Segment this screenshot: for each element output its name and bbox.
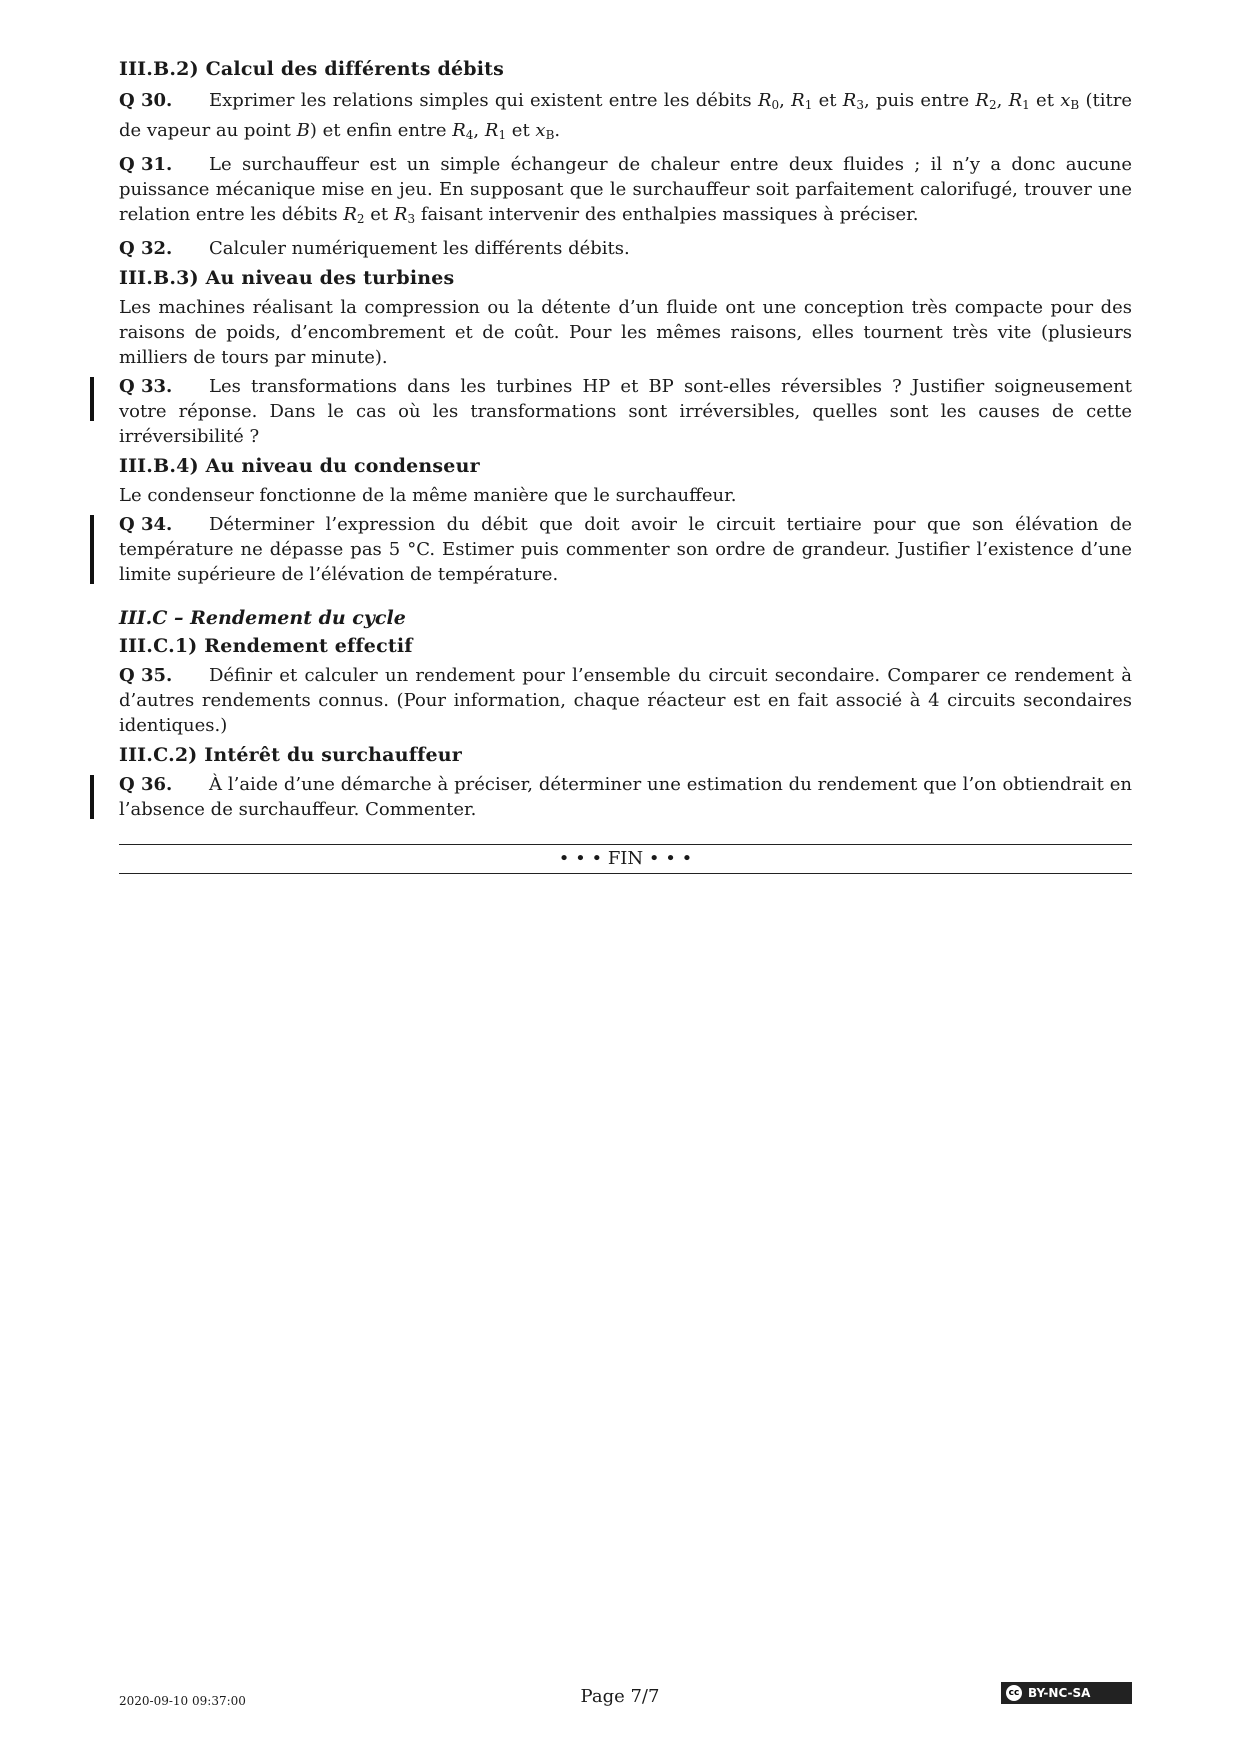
section-title-c2: III.C.2) Intérêt du surchauffeur bbox=[119, 744, 462, 766]
question-36: Q 36. À l’aide d’une démarche à préciser, déterminer une estimation du rendement que l’on obtiendrait en l’absence de surchauffeur. Commenter. bbox=[119, 772, 1132, 822]
revision-bar bbox=[90, 377, 94, 421]
page-number: Page 7/7 bbox=[580, 1686, 660, 1707]
section-title-c: III.C – Rendement du cycle bbox=[119, 607, 406, 629]
license-text: BY-NC-SA bbox=[1028, 1686, 1091, 1700]
cc-icon: cc bbox=[1006, 1685, 1022, 1701]
question-label: Q 32. bbox=[119, 238, 173, 259]
license-badge bbox=[1001, 1682, 1132, 1704]
section-title-b3: III.B.3) Au niveau des turbines bbox=[119, 267, 455, 289]
question-label: Q 34. bbox=[119, 514, 173, 535]
question-label: Q 31. bbox=[119, 154, 173, 175]
section-title-c1: III.C.1) Rendement effectif bbox=[119, 635, 413, 657]
section-intro-b3: Les machines réalisant la compression ou la détente d’un fluide ont une conception très compacte pour des raisons de poids, d’encombrement et de coût. Pour les mêmes raisons, elles tournent très vite (plusieurs milliers de tours par minute). bbox=[119, 297, 1132, 368]
question-31: Q 31. Le surchauffeur est un simple échangeur de chaleur entre deux fluides ; il n’y a donc aucune puissance mécanique mise en jeu. En supposant que le surchauffeur soit parfaitement calorifugé, trouver une relation entre les débits $R_2$ et $R_3$ faisant intervenir des enthalpies massiques à préciser. bbox=[119, 154, 1132, 226]
divider-bottom bbox=[119, 873, 1132, 874]
revision-bar bbox=[90, 775, 94, 819]
question-label: Q 30. bbox=[119, 90, 173, 111]
question-33: Q 33. Les transformations dans les turbines HP et BP sont-elles réversibles ? Justifier soigneusement votre réponse. Dans le cas où les transformations sont irréversibles, quelles sont les causes de cette irréversibilité ? bbox=[119, 374, 1132, 449]
question-label: Q 36. bbox=[119, 774, 173, 795]
end-marker: • • • FIN • • • bbox=[558, 848, 693, 869]
question-34: Q 34. Déterminer l’expression du débit que doit avoir le circuit tertiaire pour que son élévation de température ne dépasse pas 5 °C. Estimer puis commenter son ordre de grandeur. Justifier l’existence d’une limite supérieure de l’élévation de température. bbox=[119, 512, 1132, 587]
section-intro-b4: Le condenseur fonctionne de la même manière que le surchauffeur. bbox=[119, 485, 737, 506]
question-32: Q 32. Calculer numériquement les différents débits. bbox=[119, 238, 630, 259]
question-label: Q 35. bbox=[119, 665, 173, 686]
question-35: Q 35. Définir et calculer un rendement pour l’ensemble du circuit secondaire. Comparer ce rendement à d’autres rendements connus. (Pour information, chaque réacteur est en fait associé à 4 circuits secondaires identiques.) bbox=[119, 665, 1132, 736]
section-title-b4: III.B.4) Au niveau du condenseur bbox=[119, 455, 480, 477]
footer-date: 2020-09-10 09:37:00 bbox=[119, 1694, 246, 1708]
question-label: Q 33. bbox=[119, 376, 173, 397]
section-title-b2: III.B.2) Calcul des différents débits bbox=[119, 58, 505, 80]
page-content bbox=[119, 56, 1132, 874]
question-30: Q 30. Exprimer les relations simples qui existent entre les débits $R_0$, $R_1$ et $R_3$, puis entre $R_2$, $R_1$ et $x_B$ (titre de vapeur au point B) et enfin entre $R_4$, $R_1$ et $x_B$. bbox=[119, 90, 1132, 142]
revision-bar bbox=[90, 515, 94, 584]
